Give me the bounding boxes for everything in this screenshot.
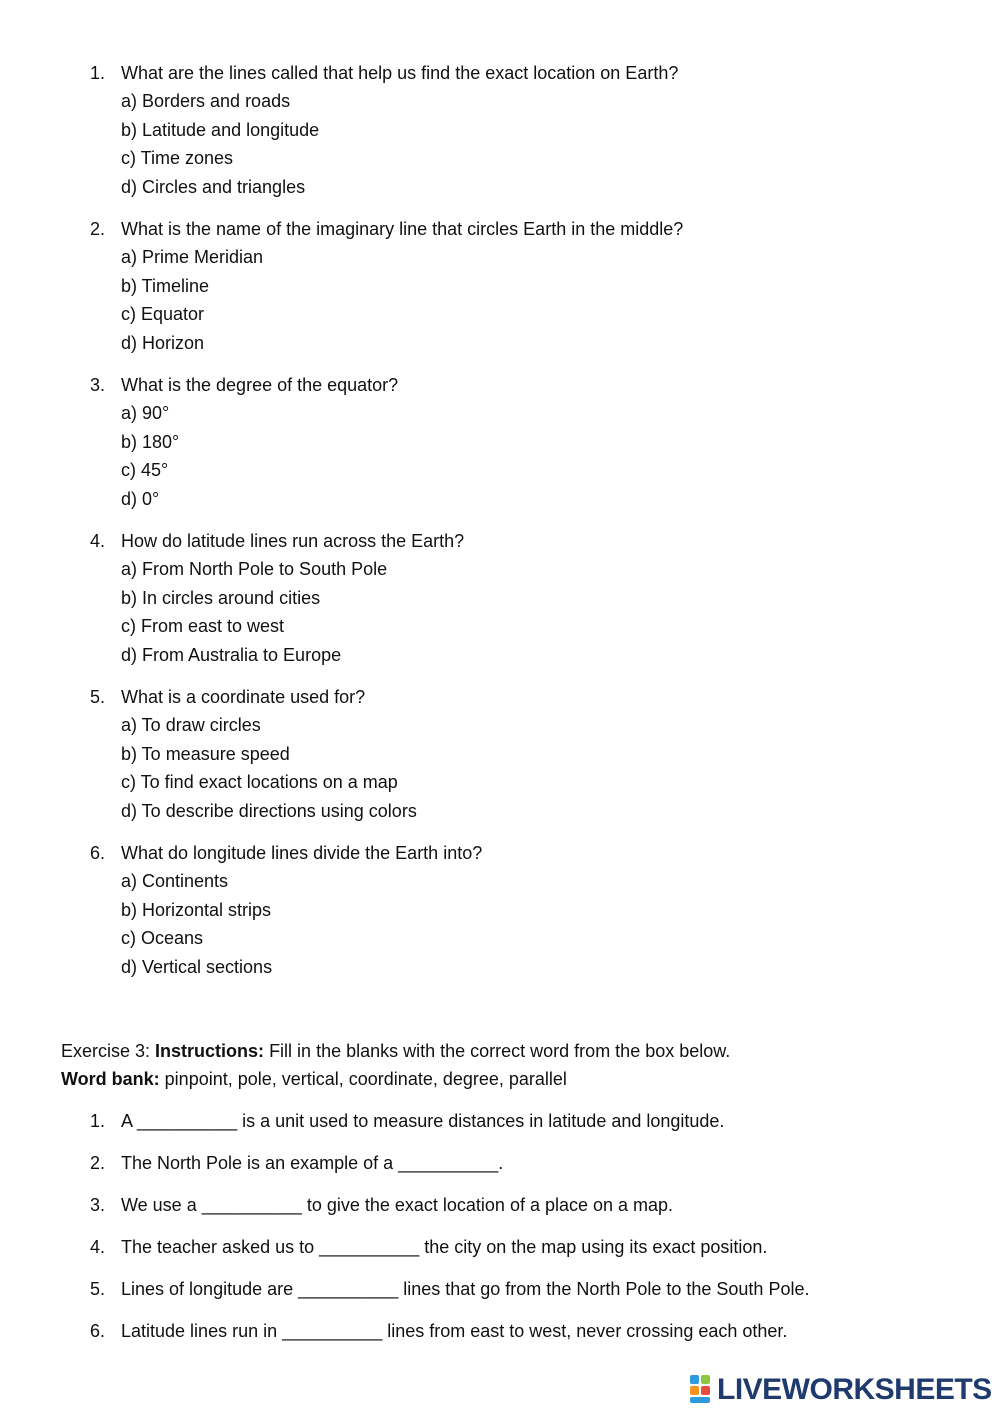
option-b[interactable]: b) To measure speed bbox=[121, 743, 290, 764]
instructions-text: Fill in the blanks with the correct word from the box below. bbox=[264, 1041, 731, 1061]
question-number: 4. bbox=[90, 531, 106, 551]
question-text: What are the lines called that help us find the exact location on Earth? bbox=[121, 63, 679, 83]
fill-blank-1[interactable] bbox=[0, 1107, 1000, 1135]
question-number: 3. bbox=[90, 375, 106, 395]
fill-blank-3[interactable] bbox=[0, 1191, 1000, 1219]
fill-blank-6[interactable] bbox=[0, 1317, 1000, 1345]
exercise-3-instructions bbox=[61, 1037, 961, 1065]
option-b[interactable]: b) 180° bbox=[121, 431, 180, 452]
option-d[interactable]: d) From Australia to Europe bbox=[121, 644, 342, 665]
word-bank-label: Word bank: bbox=[61, 1069, 160, 1089]
question-text: How do latitude lines run across the Earth? bbox=[121, 531, 465, 551]
option-d[interactable]: d) To describe directions using colors bbox=[121, 800, 417, 821]
item-text: The teacher asked us to __________ the city on the map using its exact position. bbox=[121, 1237, 768, 1257]
item-number: 1. bbox=[90, 1111, 106, 1131]
option-a[interactable]: a) 90° bbox=[121, 403, 170, 423]
question-number: 1. bbox=[90, 63, 106, 83]
question-text: What is the degree of the equator? bbox=[121, 375, 399, 395]
option-c[interactable]: c) Oceans bbox=[121, 928, 204, 949]
question-text: What is a coordinate used for? bbox=[121, 687, 366, 707]
question-text: What do longitude lines divide the Earth into? bbox=[121, 843, 483, 863]
instructions-label: Instructions: bbox=[155, 1041, 265, 1061]
logo-text: LIVEWORKSHEETS bbox=[717, 1373, 992, 1406]
item-number: 6. bbox=[90, 1321, 106, 1341]
option-a[interactable]: a) Borders and roads bbox=[121, 91, 291, 111]
item-text: Latitude lines run in __________ lines from east to west, never crossing each other. bbox=[121, 1321, 788, 1341]
item-text: A __________ is a unit used to measure distances in latitude and longitude. bbox=[121, 1111, 725, 1131]
option-c[interactable]: c) Equator bbox=[121, 304, 205, 325]
question-number: 6. bbox=[90, 843, 106, 863]
option-b[interactable]: b) Horizontal strips bbox=[121, 899, 272, 920]
option-b[interactable]: b) In circles around cities bbox=[121, 587, 321, 608]
option-a[interactable]: a) Prime Meridian bbox=[121, 247, 264, 267]
option-c[interactable]: c) Time zones bbox=[121, 148, 234, 169]
exercise-3-header bbox=[61, 1037, 961, 1093]
liveworksheets-logo-icon bbox=[690, 1375, 714, 1405]
item-number: 5. bbox=[90, 1279, 106, 1299]
item-text: We use a __________ to give the exact location of a place on a map. bbox=[121, 1195, 674, 1215]
option-d[interactable]: d) Circles and triangles bbox=[121, 176, 306, 197]
question-2 bbox=[0, 215, 1000, 357]
item-number: 3. bbox=[90, 1195, 106, 1215]
option-d[interactable]: d) Vertical sections bbox=[121, 956, 273, 977]
fill-blank-5[interactable] bbox=[0, 1275, 1000, 1303]
question-4 bbox=[0, 527, 1000, 669]
word-bank-words: pinpoint, pole, vertical, coordinate, degree, parallel bbox=[159, 1069, 567, 1089]
item-number: 4. bbox=[90, 1237, 106, 1257]
question-3 bbox=[0, 371, 1000, 513]
exercise-label: Exercise 3: bbox=[61, 1041, 156, 1061]
item-text: Lines of longitude are __________ lines that go from the North Pole to the South Pole. bbox=[121, 1279, 810, 1299]
item-number: 2. bbox=[90, 1153, 106, 1173]
option-c[interactable]: c) 45° bbox=[121, 460, 169, 481]
question-1 bbox=[0, 59, 1000, 201]
question-number: 2. bbox=[90, 219, 106, 239]
option-d[interactable]: d) 0° bbox=[121, 488, 160, 509]
option-a[interactable]: a) From North Pole to South Pole bbox=[121, 559, 388, 579]
option-c[interactable]: c) To find exact locations on a map bbox=[121, 772, 398, 793]
question-5 bbox=[0, 683, 1000, 825]
option-b[interactable]: b) Latitude and longitude bbox=[121, 119, 320, 140]
option-a[interactable]: a) To draw circles bbox=[121, 715, 261, 735]
question-text: What is the name of the imaginary line that circles Earth in the middle? bbox=[121, 219, 684, 239]
question-6 bbox=[0, 839, 1000, 981]
option-a[interactable]: a) Continents bbox=[121, 871, 229, 891]
liveworksheets-logo[interactable] bbox=[690, 1372, 992, 1408]
question-number: 5. bbox=[90, 687, 106, 707]
option-b[interactable]: b) Timeline bbox=[121, 275, 210, 296]
option-d[interactable]: d) Horizon bbox=[121, 332, 205, 353]
item-text: The North Pole is an example of a __________. bbox=[121, 1153, 504, 1173]
fill-blank-2[interactable] bbox=[0, 1149, 1000, 1177]
word-bank bbox=[61, 1065, 961, 1093]
option-c[interactable]: c) From east to west bbox=[121, 616, 285, 637]
fill-blank-4[interactable] bbox=[0, 1233, 1000, 1261]
